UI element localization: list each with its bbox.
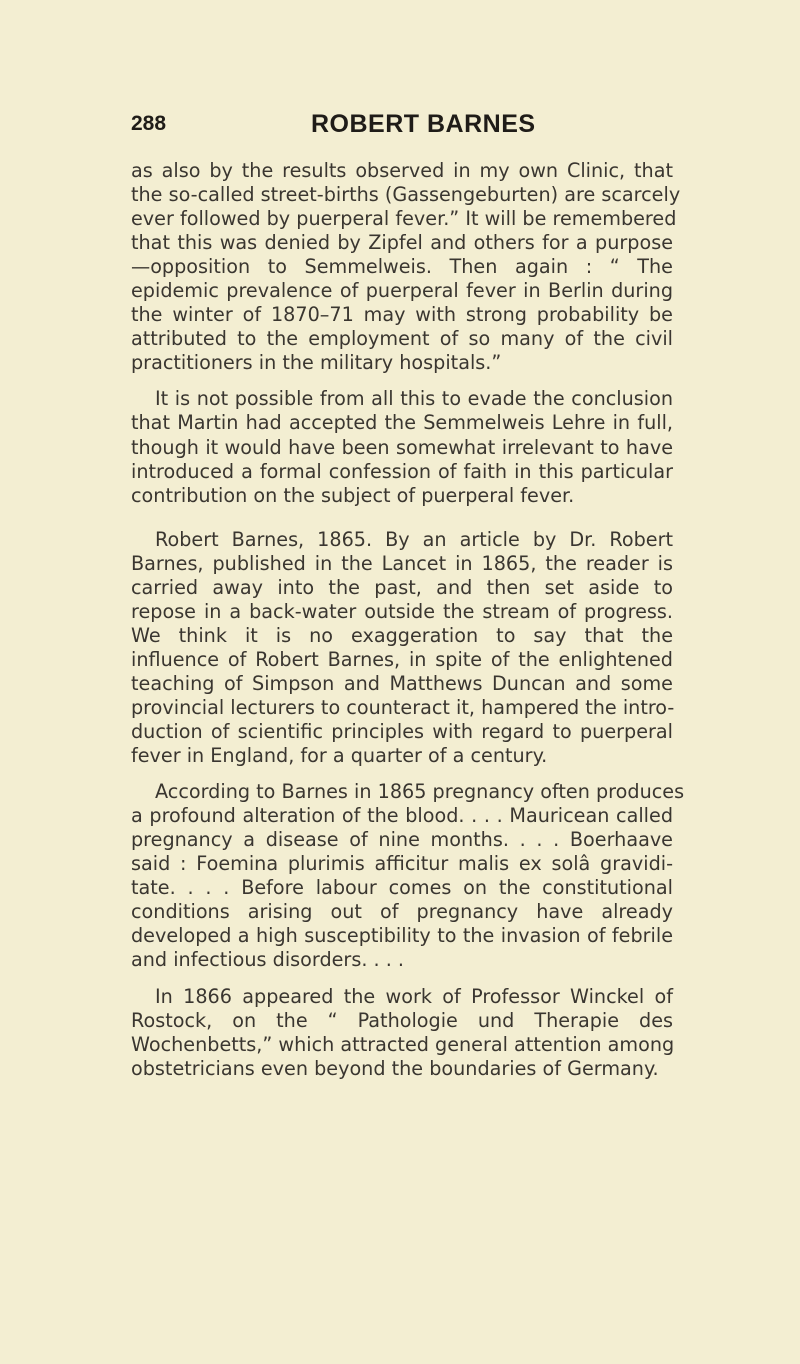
text-line: tate. . . . Before labour comes on the constitutional [131, 876, 673, 900]
text-line: contribution on the subject of puerperal fever. [131, 483, 575, 507]
text-line: and infectious disorders. . . . [131, 948, 405, 972]
text-line: According to Barnes in 1865 pregnancy often produces [155, 780, 685, 804]
text-line: ever followed by puerperal fever.” It will be remembered [131, 207, 677, 231]
text-line: epidemic prevalence of puerperal fever in Berlin during [131, 279, 673, 303]
paragraph [131, 985, 673, 1081]
text-line: In 1866 appeared the work of Professor Winckel of [155, 984, 673, 1008]
text-line: as also by the results observed in my own Clinic, that [131, 159, 673, 182]
page-header [0, 112, 800, 144]
text-line: introduced a formal confession of faith in this particular [131, 459, 673, 483]
text-line: a profound alteration of the blood. . . . Mauricean called [131, 804, 673, 828]
paragraph [131, 780, 685, 972]
text-line: conditions arising out of pregnancy have already [131, 900, 673, 924]
body-text [131, 159, 685, 1081]
text-line: carried away into the past, and then set aside to [131, 575, 673, 599]
text-line: Wochenbetts,” which attracted general attention among [131, 1032, 675, 1056]
text-line: pregnancy a disease of nine months. . . . Boerhaave [131, 828, 673, 852]
text-line: that Martin had accepted the Semmelweis Lehre in full, [131, 411, 673, 435]
text-line: that this was denied by Zipfel and others for a purpose [131, 231, 673, 255]
text-line: Barnes, published in the Lancet in 1865, the reader is [131, 551, 673, 575]
text-line: obstetricians even beyond the boundaries of Germany. [131, 1056, 659, 1080]
text-line: teaching of Simpson and Matthews Duncan and some [131, 671, 673, 695]
text-line: Rostock, on the “ Pathologie und Therapie des [131, 1008, 673, 1032]
text-line: —opposition to Semmelweis. Then again : “ The [131, 255, 673, 279]
text-line: attributed to the employment of so many of the civil [131, 327, 673, 351]
paragraph [131, 387, 673, 507]
text-line: influence of Robert Barnes, in spite of the enlightened [131, 647, 673, 671]
paragraph [131, 159, 681, 375]
text-line: the winter of 1870–71 may with strong probability be [131, 303, 673, 327]
text-line: provincial lecturers to counteract it, hampered the intro- [131, 695, 675, 719]
text-line: said : Foemina plurimis afficitur malis ex solâ gravidi- [131, 852, 673, 876]
text-line: Robert Barnes, 1865. By an article by Dr. Robert [155, 527, 673, 551]
text-line: repose in a back-water outside the stream of progress. [131, 599, 673, 623]
text-line: developed a high susceptibility to the invasion of febrile [131, 924, 673, 948]
paragraph [131, 528, 673, 768]
running-head: ROBERT BARNES [311, 110, 536, 138]
text-line: fever in England, for a quarter of a century. [131, 744, 548, 768]
text-line: It is not possible from all this to evade the conclusion [155, 387, 673, 411]
text-line: the so-called street-births (Gassengeburten) are scarcely [131, 183, 681, 207]
text-line: though it would have been somewhat irrelevant to have [131, 435, 673, 459]
page-number: 288 [131, 112, 167, 135]
text-line: duction of scientific principles with regard to puerperal [131, 720, 673, 744]
text-line: practitioners in the military hospitals.” [131, 351, 502, 375]
text-line: We think it is no exaggeration to say that the [131, 623, 673, 647]
